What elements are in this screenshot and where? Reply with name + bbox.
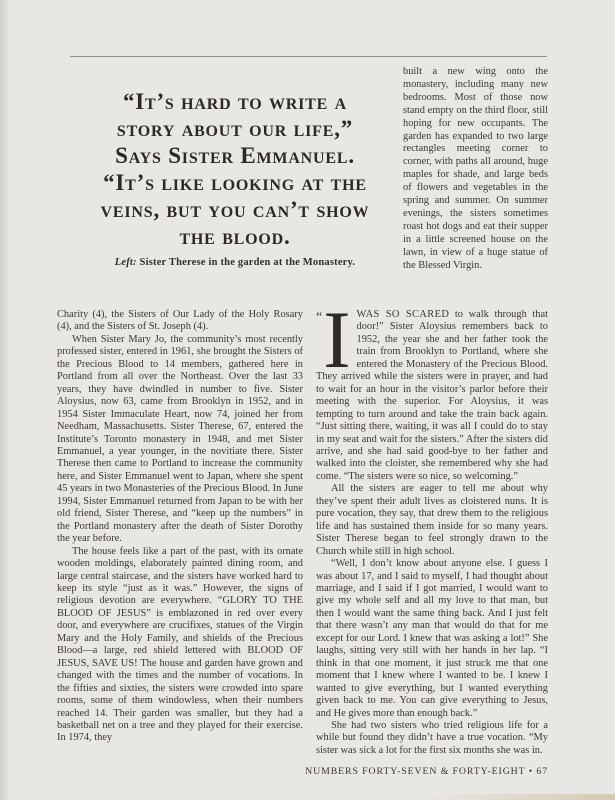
page-corner-sliver: [425, 794, 615, 800]
lead-small-caps: WAS SO SCARED: [356, 309, 450, 320]
sidebar-column: [403, 66, 548, 273]
drop-cap-letter: I: [323, 294, 351, 385]
right-column-paragraphs: [316, 483, 548, 757]
caption-label: Left:: [114, 257, 137, 268]
paragraph: When Sister Mary Jo, the community’s most recently professed sister, entered in 1961, she brought the Sisters of the Precious Blood to 14 members, gathered here in Portland from all over the Northeast. Over the last 33 years, they have dwindled in number to five. Sister Aloysius, now 63, came from Brooklyn in 1952, and in 1954 Sister Immaculate Heart, now 74, joined her from Needham, Massachusetts. Sister Therese, 67, entered the Institute’s Toronto monastery in 1948, and met Sister Emmanuel, a year younger, in the novitiate there. Sister Therese then came to Portland to increase the community here, and Sister Emmanuel went to Japan, where she spent 45 years in two Monasteries of the Precious Blood. In June 1994, Sister Emmanuel returned from Japan to be with her old friend, Sister Therese, and “keep up the numbers” in the Portland monastery after the death of Sister Dorothy the year before.: [57, 333, 303, 545]
body-left-column: [57, 309, 303, 745]
top-rule-divider: [70, 56, 547, 57]
drop-cap: [316, 294, 351, 385]
paragraph-text: to walk through that door!” Sister Aloysius remembers back to 1952, the year she and her father took the train from Brooklyn to Portland, where she entered the Monastery of the Precious Blood. They arrived while the sisters were in prayer, and had to wait for an hour in the visitor’s parlor before their meeting with the superior. For Aloysius, it was tempting to turn around and take the train back again. “Just sitting there, waiting, it was all I could do to stay in my seat and wait for the sisters.” After the sisters did arrive, and she had said good-bye to her father and walked into the cloister, she remembered why she had come. “The sisters were so nice, so welcoming.”: [316, 309, 548, 482]
pull-quote-line: the blood.: [179, 224, 291, 249]
paragraph: Charity (4), the Sisters of Our Lady of the Holy Rosary (4), and the Sisters of St. Joseph (4).: [57, 309, 303, 333]
pull-quote: [62, 88, 408, 268]
footer-text: NUMBERS FORTY-SEVEN & FORTY-EIGHT • 67: [305, 766, 548, 777]
pull-quote-line: veins, but you can’t show: [100, 197, 370, 222]
caption-text: Sister Therese in the garden at the Monastery.: [136, 257, 356, 268]
paragraph: The house feels like a part of the past, with its ornate wooden moldings, elaborately painted dining room, and large central staircase, and the sisters have worked hard to keep its style “just as it was.” However, the signs of religious devotion are everywhere. “GLORY TO THE BLOOD OF JESUS” is emblazoned in red over every door, and everywhere are crucifixes, statues of the Virgin Mary and the Holy Family, and shields of the Precious Blood—a large, red shield lettered with BLOOD OF JESUS, SAVE US! The house and garden have grown and changed with the times and the number of vocations. In the fifties and sixties, the sisters were crowded into spare rooms, some of them windowless, when their numbers reached 14. Their garden was smaller, but they had a basketball net on a tree and they played for their exercise. In 1974, they: [57, 545, 303, 744]
paragraph: All the sisters are eager to tell me about why they’ve spent their adult lives as cloistered nuns. It is pure vocation, they say, that drew them to the religious life and has sustained them inside for so many years. Sister Therese began to feel strongly drawn to the Church while still in high school.: [316, 483, 548, 557]
pull-quote-line: “It’s like looking at the: [103, 170, 367, 195]
pull-quote-line: story about our life,”: [116, 116, 354, 141]
footer-folio: [305, 766, 548, 777]
photo-caption: [62, 257, 408, 268]
body-right-column: [316, 294, 548, 757]
paragraph: [316, 294, 548, 483]
pull-quote-line: Says Sister Emmanuel.: [115, 143, 355, 168]
sidebar-text: built a new wing onto the monastery, including many new bedrooms. Most of those now stand empty on the third floor, still hoping for new occupants. The garden has expanded to two large rectangles meeting corner to corner, with paths all around, huge maples for shade, and large beds of flowers and vegetables in the spring and summer. On summer evenings, the sisters sometimes roast hot dogs and eat their supper in a little screened house on the lawn, in view of a huge statue of the Blessed Virgin.: [403, 66, 548, 271]
paragraph: “Well, I don’t know about anyone else. I guess I was about 17, and I said to myself, I had thought about marriage, and I said if I got married, I would want to give my whole self and all my love to that man, but then I would want the same thing back. And I just felt that there wasn’t any man that would do that for me except for our Lord. I knew that was asking a lot!” She laughs, sitting very still with her hands in her lap. “I think in that one moment, it just struck me that one moment that I knew where I wanted to be. I knew I wanted to give everything, but I wanted everything given back to me. You can give everything to Jesus, and He gives more than enough back.”: [316, 558, 548, 719]
drop-cap-quote-mark: “: [316, 310, 323, 325]
paragraph: She had two sisters who tried religious life for a while but found they didn’t have a true vocation. “My sister was sick a lot for the first six months she was in.: [316, 719, 548, 756]
pull-quote-line: “It’s hard to write a: [122, 89, 348, 114]
pull-quote-lines: [62, 88, 408, 250]
page-edge-shadow: [0, 0, 10, 800]
